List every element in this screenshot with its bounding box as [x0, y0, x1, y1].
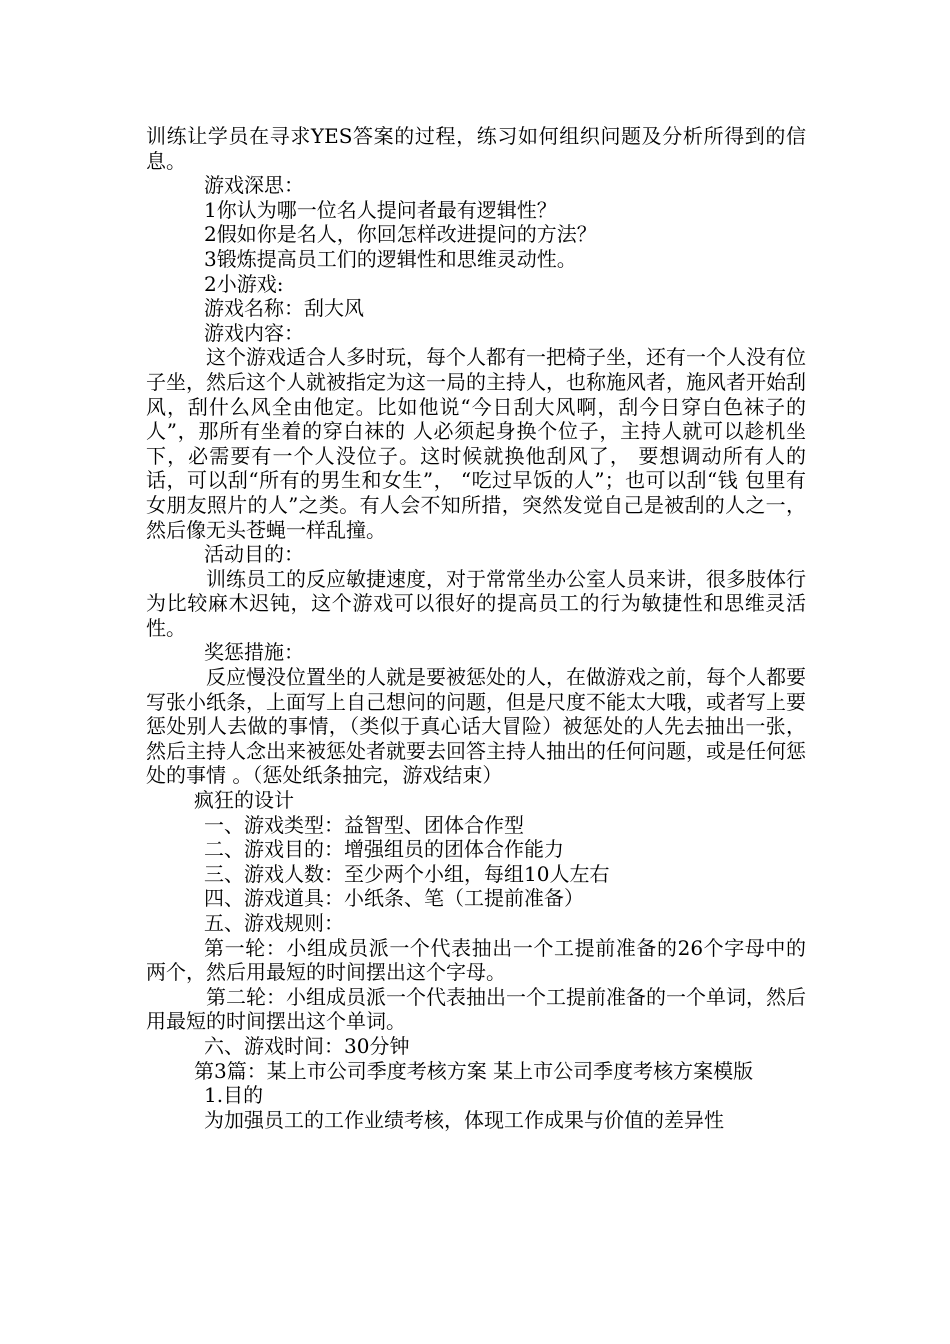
heading-crazy-design: 疯狂的设计	[194, 788, 294, 813]
heading-game-reflection: 游戏深思：	[204, 173, 304, 198]
paragraph-purpose: 为加强员工的工作业绩考核，体现工作成果与价值的差异性	[204, 1107, 724, 1132]
list-item-game-rules: 五、游戏规则：	[204, 911, 344, 935]
paragraph-round-two: 第二轮：小组成员派一个代表抽出一个工提前准备的一个单词，然后用最短的时间摆出这个单词。	[146, 984, 806, 1034]
list-item-game-purpose: 二、游戏目的：增强组员的团体合作能力	[204, 837, 564, 862]
heading-small-game: 2小游戏:	[204, 271, 284, 296]
list-item-game-time: 六、游戏时间：30分钟	[204, 1033, 410, 1058]
section-title-part-3: 第3篇：某上市公司季度考核方案 某上市公司季度考核方案模版	[194, 1058, 754, 1083]
document-body	[146, 124, 806, 1132]
list-item-question-3: 3锻炼提高员工们的逻辑性和思维灵动性。	[204, 246, 577, 271]
heading-purpose: 1.目的	[204, 1083, 264, 1108]
heading-rewards-penalties: 奖惩措施：	[204, 640, 304, 665]
paragraph-rewards-penalties: 反应慢没位置坐的人就是要被惩处的人，在做游戏之前，每个人都要写张小纸条，上面写上自己想问的问题，但是尺度不能太大哦，或者写上要惩处别人去做的事情，（类似于真心话大冒险）被惩处的人先去抽出一张，然后主持人念出来被惩处者就要去回答主持人抽出的任何问题，或是任何惩处的事情 。（惩处纸条抽完，游戏结束）	[146, 665, 806, 788]
list-item-question-1: 1你认为哪一位名人提问者最有逻辑性？	[204, 197, 557, 222]
list-item-game-props: 四、游戏道具：小纸条、笔（工提前准备）	[204, 886, 584, 911]
paragraph-activity-purpose: 训练员工的反应敏捷速度，对于常常坐办公室人员来讲，很多肢体行为比较麻木迟钝，这个游戏可以很好的提高员工的行为敏捷性和思维灵活性。	[146, 566, 806, 640]
paragraph-intro: 训练让学员在寻求YES答案的过程，练习如何组织问题及分析所得到的信息。	[146, 124, 806, 173]
game-name: 游戏名称：刮大风	[204, 296, 364, 321]
heading-game-content: 游戏内容：	[204, 320, 304, 345]
paragraph-game-content: 这个游戏适合人多时玩，每个人都有一把椅子坐，还有一个人没有位子坐，然后这个人就被指定为这一局的主持人，也称施风者，施风者开始刮风，刮什么风全由他定。比如他说“今日刮大风啊，刮今日穿白色袜子的人”，那所有坐着的穿白袜的 人必须起身换个位子，主持人就可以趁机坐下，必需要有一个人没位子。这时候就换他刮风了， 要想调动所有人的话，可以刮“所有的男生和女生”， “吃过早饭的人”；也可以刮“钱 包里有女朋友照片的人”之类。有人会不知所措，突然发觉自己是被刮的人之一，然后像无头苍蝇一样乱撞。	[146, 345, 806, 542]
paragraph-round-one: 第一轮：小组成员派一个代表抽出一个工提前准备的26个字母中的两个，然后用最短的时间摆出这个字母。	[146, 935, 806, 985]
heading-activity-purpose: 活动目的：	[204, 542, 304, 567]
list-item-game-type: 一、游戏类型：益智型、团体合作型	[204, 812, 524, 837]
list-item-question-2: 2假如你是名人，你回怎样改进提问的方法？	[204, 222, 597, 247]
list-item-player-count: 三、游戏人数：至少两个小组，每组10人左右	[204, 861, 610, 886]
